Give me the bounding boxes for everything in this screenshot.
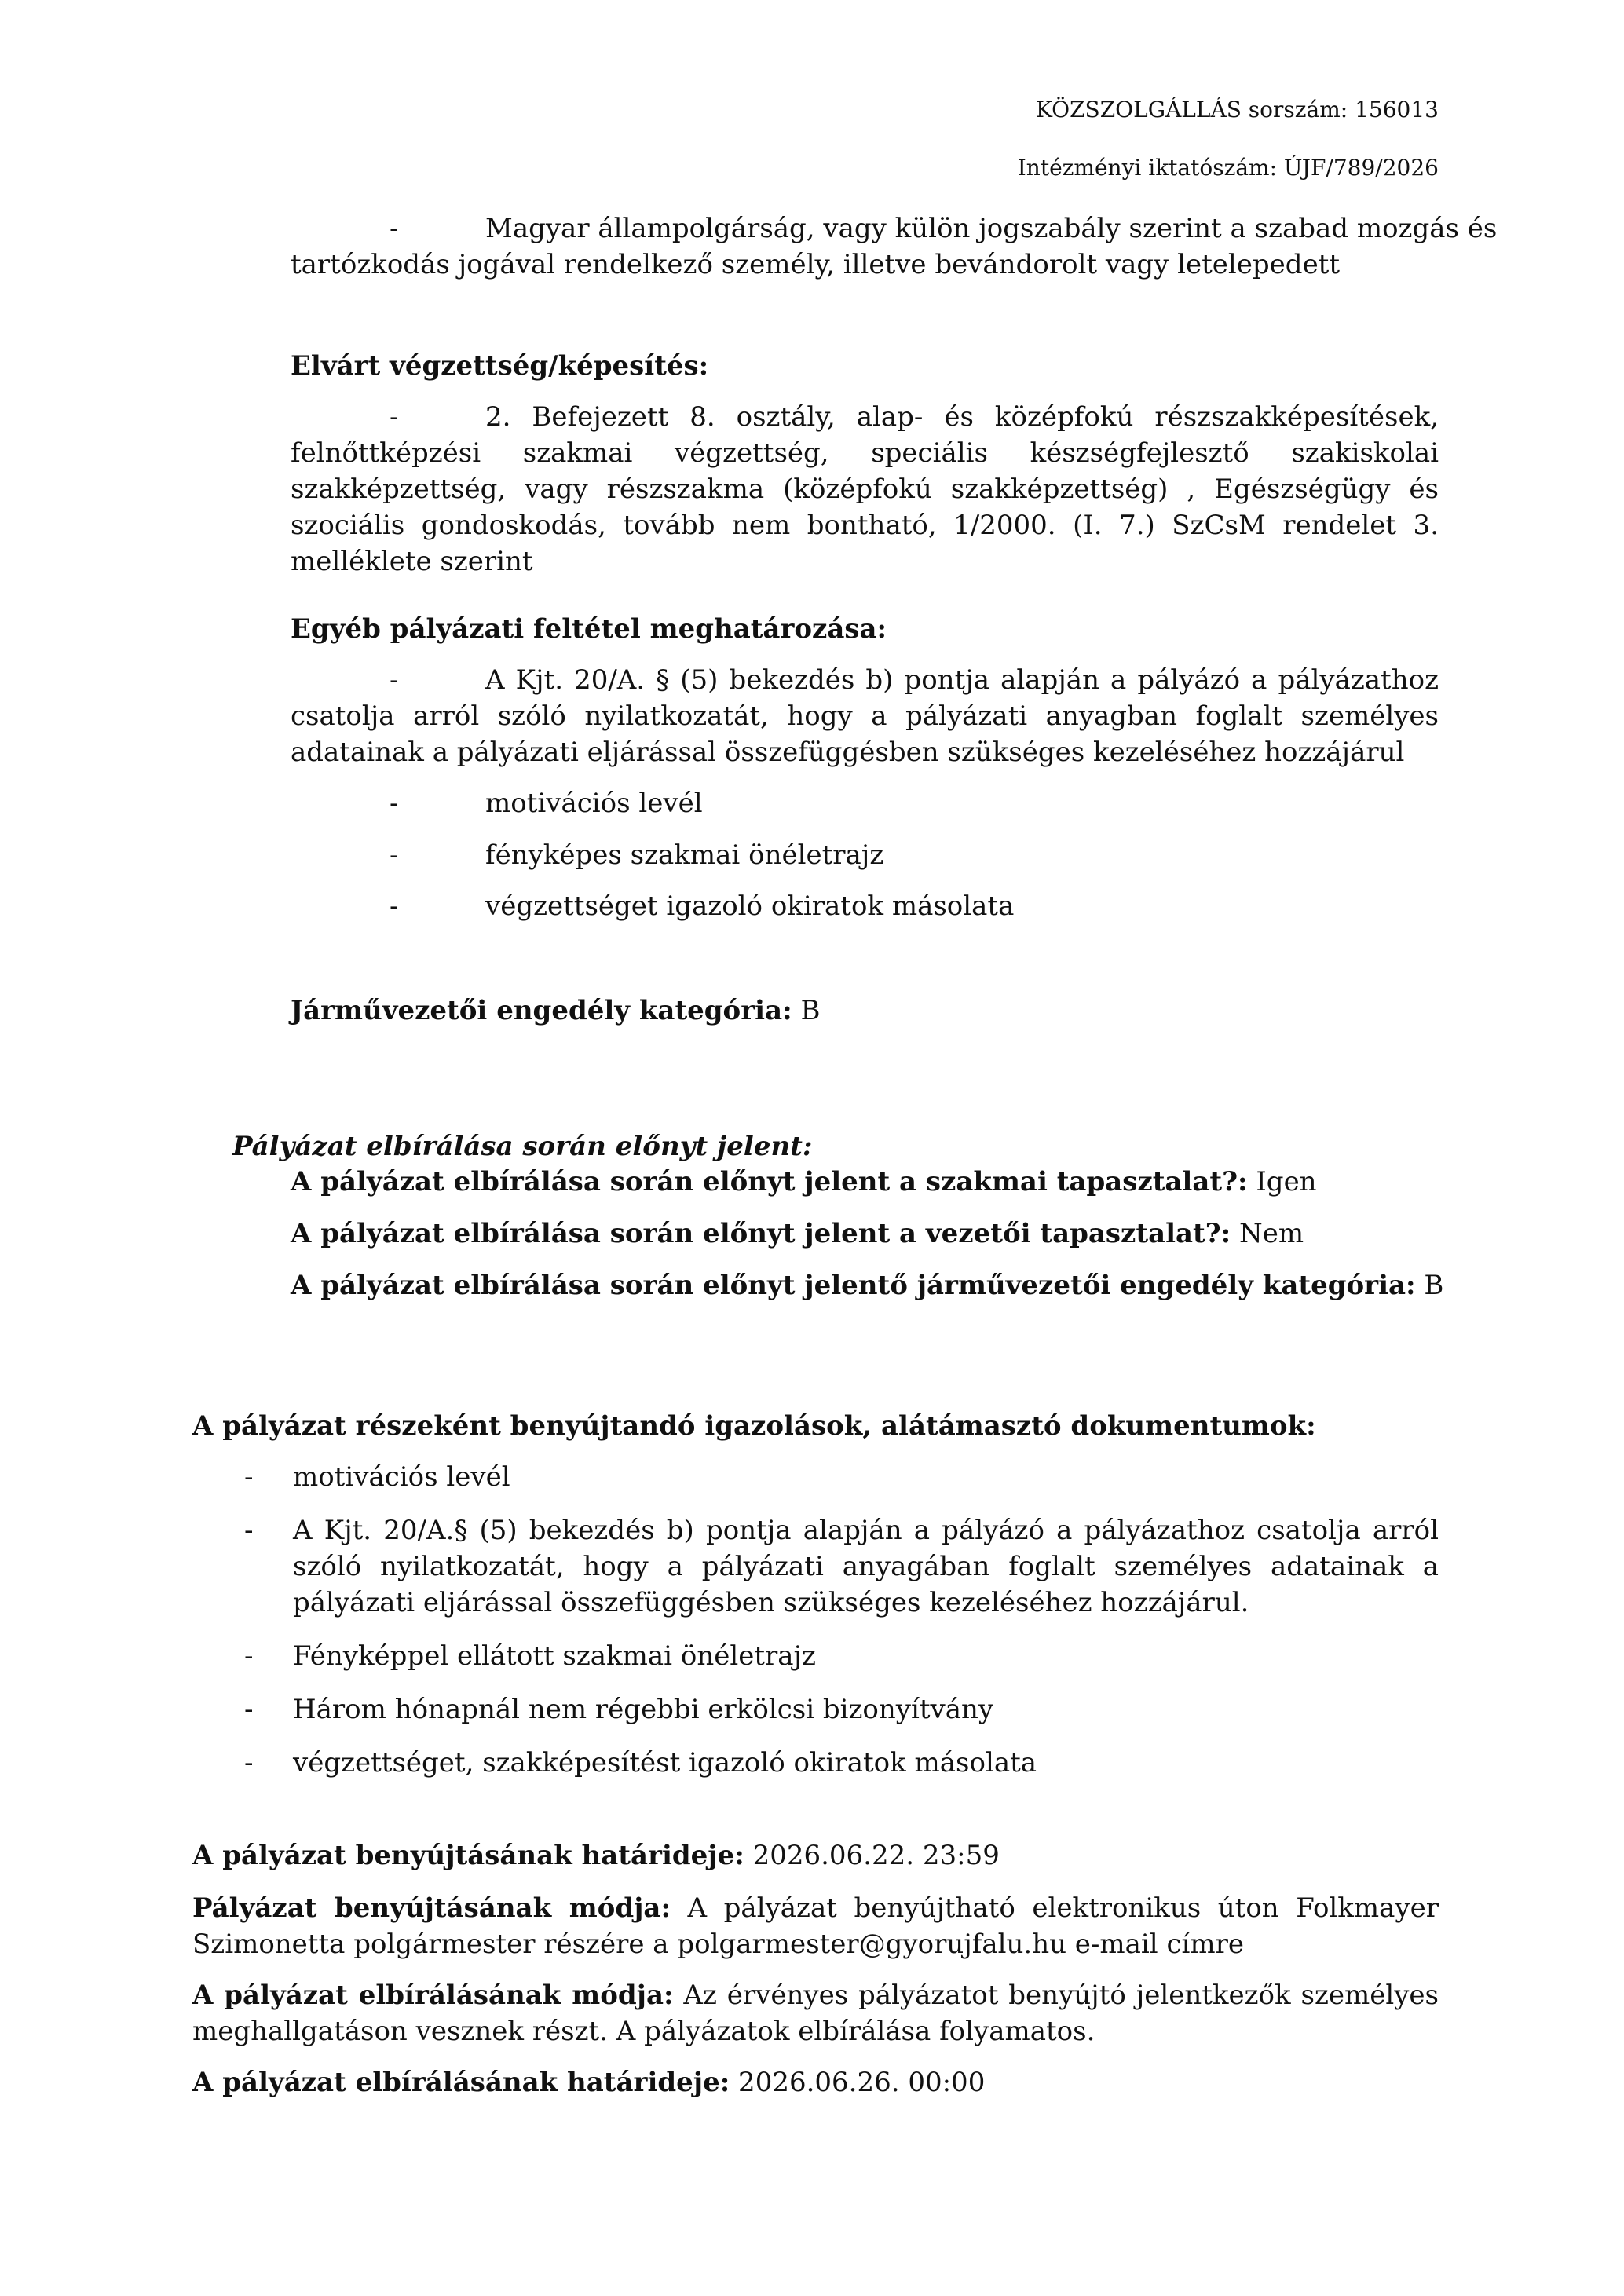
advantage-value: B: [1415, 1270, 1444, 1301]
list-item: [192, 1691, 1439, 1727]
license-label: Járművezetői engedély kategória:: [291, 995, 792, 1026]
list-item: végzettséget igazoló okiratok másolata: [485, 890, 1015, 922]
other-conditions-first-line: A Kjt. 20/A. § (5) bekezdés b) pontja alapján a pályázó a pályázathoz: [485, 664, 1439, 696]
list-item-dash: -: [390, 890, 399, 922]
list-item: motivációs levél: [485, 788, 703, 819]
citizenship-rest-text: tartózkodás jogával rendelkező személy, illetve bevándorolt vagy letelepedett: [291, 249, 1341, 280]
list-item-text: Három hónapnál nem régebbi erkölcsi bizonyítvány: [293, 1694, 994, 1725]
list-item-text: motivációs levél: [293, 1461, 510, 1493]
list-item: [192, 1638, 1439, 1674]
evaluation-method-value: Az érvényes pályázatot benyújtó jelentkezők személyes meghallgatáson vesznek részt. A pályázatok elbírálása folyamatos.: [192, 1980, 1439, 2047]
list-item-text: Fényképpel ellátott szakmai önéletrajz: [293, 1640, 816, 1672]
dash-marker: -: [244, 1461, 254, 1493]
evaluation-deadline-value: 2026.06.26. 00:00: [730, 2067, 986, 2098]
advantages-heading: Pályázat elbírálása során előnyt jelent:: [232, 1131, 813, 1162]
advantage-label: A pályázat elbírálása során előnyt jelent a vezetői tapasztalat?:: [291, 1218, 1231, 1249]
other-conditions-rest-text: csatolja arról szóló nyilatkozatát, hogy a pályázati anyagban foglalt személyes adatainak a pályázati eljárással összefüggésben szükséges kezeléséhez hozzájárul: [291, 700, 1439, 768]
submission-deadline: [192, 1837, 1000, 1874]
evaluation-method: [192, 1977, 1439, 2049]
dash-marker: -: [390, 664, 399, 696]
list-item-text: A Kjt. 20/A.§ (5) bekezdés b) pontja alapján a pályázó a pályázathoz csatolja arról szóló nyilatkozatát, hogy a pályázati anyagában foglalt személyes adatainak a pályázati eljárással összefüggésben szükséges kezeléséhez hozzájárul.: [293, 1515, 1439, 1618]
dash-marker: -: [244, 1694, 254, 1725]
dash-marker: -: [244, 1747, 254, 1779]
advantage-label: A pályázat elbírálása során előnyt jelentő járművezetői engedély kategória:: [291, 1270, 1416, 1301]
list-item-dash: -: [390, 839, 399, 871]
evaluation-deadline-label: A pályázat elbírálásának határideje:: [192, 2067, 730, 2098]
list-item-text: végzettséget, szakképesítést igazoló okiratok másolata: [293, 1747, 1037, 1779]
dash-marker: -: [244, 1515, 254, 1546]
advantage-row: [291, 1267, 1443, 1303]
dash-marker: -: [244, 1640, 254, 1672]
other-conditions-heading: Egyéb pályázati feltétel meghatározása:: [291, 613, 887, 645]
submission-method-value: A pályázat benyújtható elektronikus úton Folkmayer Szimonetta polgármester részére a polgarmester@gyorujfalu.hu e-mail címre: [192, 1892, 1439, 1960]
submission-deadline-value: 2026.06.22. 23:59: [744, 1840, 1000, 1871]
advantage-value: Nem: [1231, 1218, 1304, 1249]
license-value: B: [792, 995, 821, 1026]
advantage-value: Igen: [1247, 1166, 1317, 1197]
institutional-filing-number: Intézményi iktatószám: ÚJF/789/2026: [1017, 155, 1439, 181]
documents-heading: A pályázat részeként benyújtandó igazolások, alátámasztó dokumentumok:: [192, 1410, 1316, 1442]
advantage-row: [291, 1164, 1317, 1200]
submission-method: [192, 1890, 1439, 1962]
list-item: [192, 1459, 1439, 1495]
license-category-line: [291, 993, 820, 1029]
submission-deadline-label: A pályázat benyújtásának határideje:: [192, 1840, 744, 1871]
citizenship-first-text: Magyar állampolgárság, vagy külön jogszabály szerint a szabad mozgás és: [485, 213, 1498, 244]
education-first-line: 2. Befejezett 8. osztály, alap- és középfokú részszakképesítések,: [485, 401, 1439, 433]
list-item-dash: -: [390, 788, 399, 819]
dash-marker: -: [390, 213, 399, 244]
dash-marker: -: [390, 401, 399, 433]
education-heading: Elvárt végzettség/képesítés:: [291, 350, 709, 382]
documents-list: [192, 1459, 1439, 1798]
list-item: [192, 1745, 1439, 1781]
list-item: fényképes szakmai önéletrajz: [485, 839, 884, 871]
evaluation-deadline: [192, 2064, 985, 2100]
document-reference-number: KÖZSZOLGÁLLÁS sorszám: 156013: [1035, 97, 1439, 122]
advantage-row: [291, 1216, 1304, 1252]
list-item: [192, 1512, 1439, 1621]
advantage-label: A pályázat elbírálása során előnyt jelent a szakmai tapasztalat?:: [291, 1166, 1248, 1197]
evaluation-method-label: A pályázat elbírálásának módja:: [192, 1980, 674, 2011]
submission-method-label: Pályázat benyújtásának módja:: [192, 1892, 671, 1924]
education-rest-text: felnőttképzési szakmai végzettség, speciális készségfejlesztő szakiskolai szakképzettség, vagy részszakma (középfokú szakképzettség) , Egészségügy és szociális gondoskodás, tovább nem bontható, 1/2000. (I. 7.) SzCsM rendelet 3. melléklete szerint: [291, 437, 1439, 577]
